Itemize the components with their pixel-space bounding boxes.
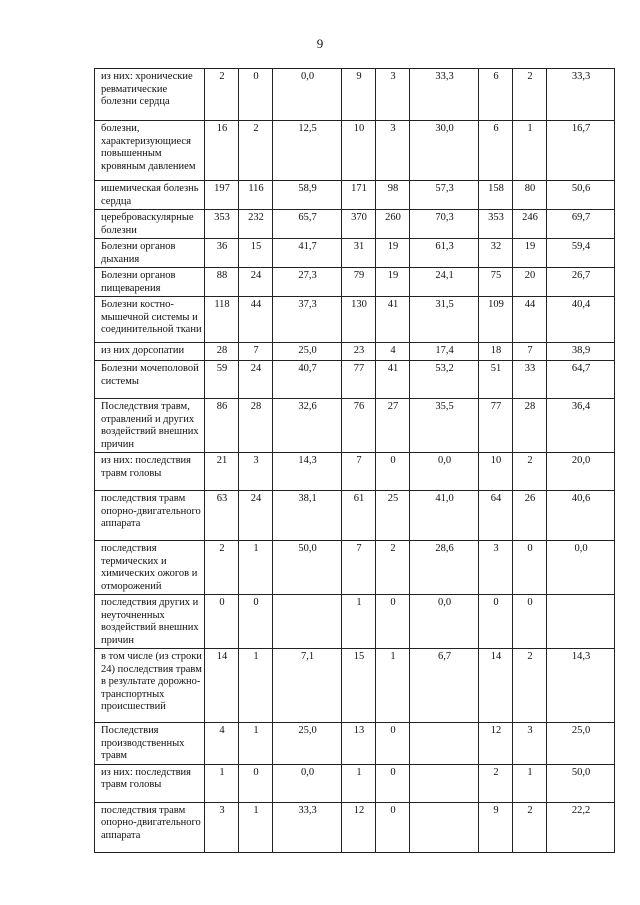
table-cell: 1 <box>513 121 547 181</box>
table-cell: 0 <box>479 595 513 649</box>
table-cell: 25,0 <box>273 343 342 361</box>
table-row <box>95 649 615 723</box>
table-row <box>95 121 615 181</box>
table-cell: 0,0 <box>410 595 479 649</box>
table-cell: 26,7 <box>547 268 615 297</box>
table-row <box>95 764 615 802</box>
table-cell: 3 <box>376 69 410 121</box>
table-cell: 353 <box>479 210 513 239</box>
table-row <box>95 268 615 297</box>
table-cell: 12,5 <box>273 121 342 181</box>
table-cell: 77 <box>342 361 376 399</box>
table-row <box>95 399 615 453</box>
table-cell: 1 <box>239 802 273 852</box>
table-cell: 76 <box>342 399 376 453</box>
table-cell: 7,1 <box>273 649 342 723</box>
table-cell: 3 <box>513 723 547 765</box>
table-cell: 58,9 <box>273 181 342 210</box>
table-cell: 75 <box>479 268 513 297</box>
table-cell: 2 <box>205 69 239 121</box>
table-cell: 50,0 <box>547 764 615 802</box>
table-cell: 38,1 <box>273 491 342 541</box>
row-label: последствия травм опорно-двигательного аппарата <box>95 491 205 541</box>
table-row <box>95 361 615 399</box>
table-cell: 2 <box>513 69 547 121</box>
table-cell: 27 <box>376 399 410 453</box>
table-cell: 37,3 <box>273 297 342 343</box>
table-cell: 1 <box>239 649 273 723</box>
table-cell: 77 <box>479 399 513 453</box>
table-cell: 2 <box>479 764 513 802</box>
table-cell: 20,0 <box>547 453 615 491</box>
table-cell: 10 <box>342 121 376 181</box>
row-label: последствия других и неуточненных воздействий внешних причин <box>95 595 205 649</box>
table-cell: 13 <box>342 723 376 765</box>
table-cell: 41,7 <box>273 239 342 268</box>
table-cell: 3 <box>239 453 273 491</box>
row-label: Последствия травм, отравлений и других воздействий внешних причин <box>95 399 205 453</box>
table-cell: 35,5 <box>410 399 479 453</box>
row-label: Болезни костно-мышечной системы и соединительной ткани <box>95 297 205 343</box>
table-row <box>95 453 615 491</box>
row-label: цереброваскулярные болезни <box>95 210 205 239</box>
table-cell: 19 <box>376 268 410 297</box>
table-cell: 0 <box>376 802 410 852</box>
table-cell: 1 <box>376 649 410 723</box>
table-cell: 6 <box>479 121 513 181</box>
table-cell: 4 <box>376 343 410 361</box>
table-cell: 158 <box>479 181 513 210</box>
statistics-table <box>94 68 615 853</box>
table-cell: 15 <box>342 649 376 723</box>
table-cell: 40,4 <box>547 297 615 343</box>
table-cell: 2 <box>513 802 547 852</box>
table-cell <box>410 723 479 765</box>
table-cell: 20 <box>513 268 547 297</box>
table-cell: 116 <box>239 181 273 210</box>
row-label: из них: последствия травм головы <box>95 764 205 802</box>
table-cell: 232 <box>239 210 273 239</box>
table-cell: 21 <box>205 453 239 491</box>
table-cell: 44 <box>513 297 547 343</box>
table-cell: 18 <box>479 343 513 361</box>
row-label: из них: хронические ревматические болезни сердца <box>95 69 205 121</box>
table-cell: 33,3 <box>410 69 479 121</box>
table-cell: 0,0 <box>273 764 342 802</box>
table-row <box>95 541 615 595</box>
table-cell: 57,3 <box>410 181 479 210</box>
table-cell: 70,3 <box>410 210 479 239</box>
table-cell: 0 <box>205 595 239 649</box>
table-cell: 9 <box>342 69 376 121</box>
table-cell <box>547 595 615 649</box>
table-cell: 2 <box>513 649 547 723</box>
table-cell: 25 <box>376 491 410 541</box>
row-label: последствия термических и химических ожогов и отморожений <box>95 541 205 595</box>
page-number: 9 <box>316 36 324 51</box>
table-cell: 22,2 <box>547 802 615 852</box>
table-row <box>95 210 615 239</box>
row-label: болезни, характеризующиеся повышенным кровяным давлением <box>95 121 205 181</box>
table-cell: 88 <box>205 268 239 297</box>
table-cell: 50,0 <box>273 541 342 595</box>
table-cell: 33,3 <box>273 802 342 852</box>
table-cell <box>410 802 479 852</box>
table-cell: 14 <box>205 649 239 723</box>
table-cell: 3 <box>479 541 513 595</box>
table-cell: 1 <box>342 595 376 649</box>
table-cell: 7 <box>513 343 547 361</box>
table-cell: 44 <box>239 297 273 343</box>
table-cell: 7 <box>239 343 273 361</box>
table-cell: 0 <box>239 69 273 121</box>
table-cell: 1 <box>342 764 376 802</box>
table-cell: 80 <box>513 181 547 210</box>
table-cell: 130 <box>342 297 376 343</box>
table-cell: 246 <box>513 210 547 239</box>
table-cell: 31,5 <box>410 297 479 343</box>
table-row <box>95 595 615 649</box>
table-cell: 28 <box>239 399 273 453</box>
table-row <box>95 181 615 210</box>
table-cell: 25,0 <box>273 723 342 765</box>
table-cell: 7 <box>342 541 376 595</box>
table-cell: 51 <box>479 361 513 399</box>
table-cell: 2 <box>239 121 273 181</box>
table-row <box>95 802 615 852</box>
table-cell: 69,7 <box>547 210 615 239</box>
table-cell: 17,4 <box>410 343 479 361</box>
table-cell: 41,0 <box>410 491 479 541</box>
table-cell: 0,0 <box>410 453 479 491</box>
table-cell: 33,3 <box>547 69 615 121</box>
table-cell: 171 <box>342 181 376 210</box>
table-cell: 9 <box>479 802 513 852</box>
table-cell: 36,4 <box>547 399 615 453</box>
row-label: ишемическая болезнь сердца <box>95 181 205 210</box>
table-row <box>95 491 615 541</box>
table-cell: 12 <box>479 723 513 765</box>
table-cell: 26 <box>513 491 547 541</box>
table-cell: 0 <box>376 453 410 491</box>
table-cell: 1 <box>205 764 239 802</box>
table-cell: 0 <box>239 595 273 649</box>
table-cell: 0,0 <box>273 69 342 121</box>
table-cell: 0 <box>376 764 410 802</box>
table-cell: 59 <box>205 361 239 399</box>
table-cell: 6 <box>479 69 513 121</box>
table-cell: 4 <box>205 723 239 765</box>
table-cell: 24,1 <box>410 268 479 297</box>
table-cell: 197 <box>205 181 239 210</box>
table-cell: 0 <box>513 595 547 649</box>
table-cell: 40,7 <box>273 361 342 399</box>
table-cell: 27,3 <box>273 268 342 297</box>
table-cell: 10 <box>479 453 513 491</box>
table-row <box>95 239 615 268</box>
table-cell: 32,6 <box>273 399 342 453</box>
table-cell: 353 <box>205 210 239 239</box>
table-row <box>95 343 615 361</box>
table-cell: 3 <box>376 121 410 181</box>
table-cell: 6,7 <box>410 649 479 723</box>
table-cell: 16 <box>205 121 239 181</box>
table-cell: 28 <box>205 343 239 361</box>
table-cell: 12 <box>342 802 376 852</box>
table-cell: 0 <box>239 764 273 802</box>
row-label: последствия травм опорно-двигательного аппарата <box>95 802 205 852</box>
table-cell: 24 <box>239 268 273 297</box>
table-cell <box>273 595 342 649</box>
table-cell: 64,7 <box>547 361 615 399</box>
table-cell: 36 <box>205 239 239 268</box>
table-cell: 19 <box>376 239 410 268</box>
table-cell: 260 <box>376 210 410 239</box>
table-cell: 19 <box>513 239 547 268</box>
row-label: из них дорсопатии <box>95 343 205 361</box>
table-cell: 24 <box>239 361 273 399</box>
row-label: Болезни органов дыхания <box>95 239 205 268</box>
table-cell: 40,6 <box>547 491 615 541</box>
table-row <box>95 297 615 343</box>
table-cell: 0 <box>376 723 410 765</box>
table-cell: 2 <box>513 453 547 491</box>
table-cell: 64 <box>479 491 513 541</box>
table-cell: 25,0 <box>547 723 615 765</box>
row-label: Последствия производственных травм <box>95 723 205 765</box>
table-cell: 30,0 <box>410 121 479 181</box>
table-cell: 109 <box>479 297 513 343</box>
table-row <box>95 69 615 121</box>
table-cell: 24 <box>239 491 273 541</box>
table-cell: 0,0 <box>547 541 615 595</box>
row-label: из них: последствия травм головы <box>95 453 205 491</box>
table-cell: 33 <box>513 361 547 399</box>
table-cell: 31 <box>342 239 376 268</box>
table-cell: 14 <box>479 649 513 723</box>
table-cell: 98 <box>376 181 410 210</box>
table-cell: 86 <box>205 399 239 453</box>
table-cell: 2 <box>205 541 239 595</box>
table-cell: 65,7 <box>273 210 342 239</box>
table-cell: 63 <box>205 491 239 541</box>
table-cell: 0 <box>376 595 410 649</box>
table-cell: 16,7 <box>547 121 615 181</box>
table-cell: 118 <box>205 297 239 343</box>
table-cell: 1 <box>239 723 273 765</box>
row-label: Болезни мочеполовой системы <box>95 361 205 399</box>
table-cell: 2 <box>376 541 410 595</box>
table-cell: 38,9 <box>547 343 615 361</box>
table-cell: 32 <box>479 239 513 268</box>
table-cell <box>410 764 479 802</box>
row-label: Болезни органов пищеварения <box>95 268 205 297</box>
table-cell: 1 <box>239 541 273 595</box>
table-cell: 3 <box>205 802 239 852</box>
table-cell: 50,6 <box>547 181 615 210</box>
table-cell: 370 <box>342 210 376 239</box>
table-cell: 61,3 <box>410 239 479 268</box>
table-row <box>95 723 615 765</box>
table-cell: 0 <box>513 541 547 595</box>
table-cell: 61 <box>342 491 376 541</box>
table-cell: 59,4 <box>547 239 615 268</box>
table-cell: 28,6 <box>410 541 479 595</box>
table-cell: 14,3 <box>273 453 342 491</box>
row-label: в том числе (из строки 24) последствия травм в результате дорожно-транспортных происшествий <box>95 649 205 723</box>
table-cell: 79 <box>342 268 376 297</box>
table-cell: 41 <box>376 361 410 399</box>
table-cell: 41 <box>376 297 410 343</box>
table-cell: 23 <box>342 343 376 361</box>
table-cell: 14,3 <box>547 649 615 723</box>
table-cell: 7 <box>342 453 376 491</box>
table-cell: 1 <box>513 764 547 802</box>
table-cell: 28 <box>513 399 547 453</box>
table-cell: 53,2 <box>410 361 479 399</box>
table-cell: 15 <box>239 239 273 268</box>
